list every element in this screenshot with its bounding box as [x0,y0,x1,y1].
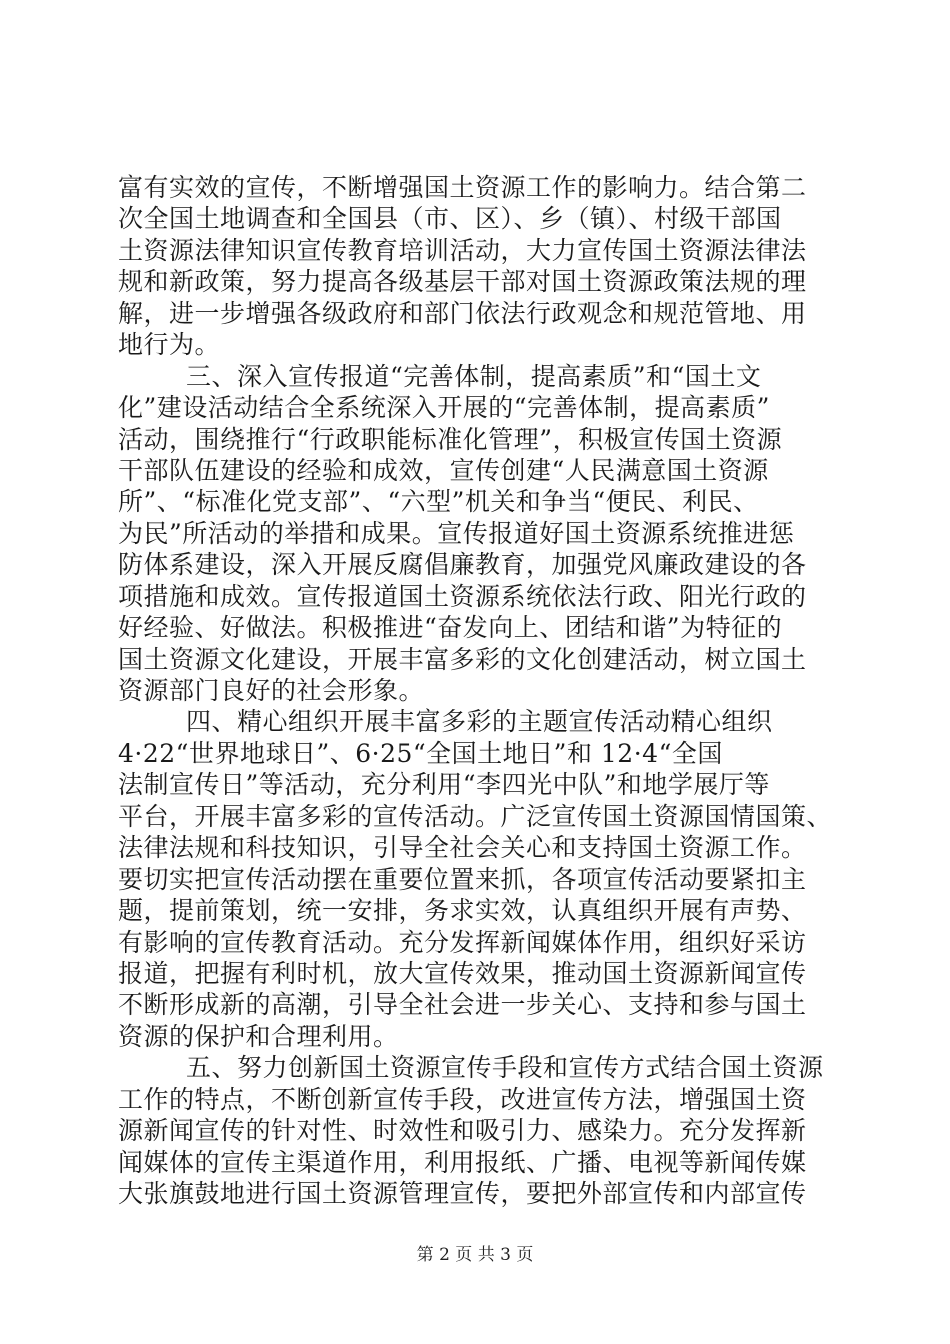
body-text-line: 所”、“标准化党支部”、“六型”机关和争当“便民、利民、 [118,487,759,516]
body-text-line: 资源的保护和合理利用。 [118,1022,399,1051]
body-text-line: 防体系建设，深入开展反腐倡廉教育，加强党风廉政建设的各 [118,550,807,579]
body-text-line: 解，进一步增强各级政府和部门依法行政观念和规范管地、用 [118,299,807,328]
body-text-line: 题，提前策划，统一安排，务求实效，认真组织开展有声势、 [118,896,807,925]
body-text-line: 平台，开展丰富多彩的宣传活动。广泛宣传国土资源国情国策、 [118,802,833,831]
section-heading-line: 三、深入宣传报道“完善体制，提高素质”和“国土文 [186,362,762,391]
body-text-line: 要切实把宣传活动摆在重要位置来抓，各项宣传活动要紧扣主 [118,865,807,894]
body-text-line: 好经验、好做法。积极推进“奋发向上、团结和谐”为特征的 [118,613,783,642]
body-text-line: 项措施和成效。宣传报道国土资源系统依法行政、阳光行政的 [118,582,807,611]
body-text-line: 规和新政策，努力提高各级基层干部对国土资源政策法规的理 [118,267,807,296]
body-text-line: 不断形成新的高潮，引导全社会进一步关心、支持和参与国土 [118,990,807,1019]
section-heading-line: 四、精心组织开展丰富多彩的主题宣传活动精心组织 [186,707,773,736]
body-text-line: 富有实效的宣传，不断增强国土资源工作的影响力。结合第二 [118,173,807,202]
body-text-line: 国土资源文化建设，开展丰富多彩的文化创建活动，树立国土 [118,645,807,674]
body-text-line: 次全国土地调查和全国县（市、区）、乡（镇）、村级干部国 [118,204,782,233]
body-text-line: 法制宣传日”等活动，充分利用“李四光中队”和地学展厅等 [118,770,770,799]
body-text-line: 干部队伍建设的经验和成效，宣传创建“人民满意国土资源 [118,456,769,485]
body-text-line: 闻媒体的宣传主渠道作用，利用报纸、广播、电视等新闻传媒 [118,1148,807,1177]
page-number-footer: 第 2 页 共 3 页 [416,1245,534,1265]
body-text-line: 有影响的宣传教育活动。充分发挥新闻媒体作用，组织好采访 [118,928,807,957]
body-text-line: 工作的特点，不断创新宣传手段，改进宣传方法，增强国土资 [118,1085,807,1114]
body-text-line: 报道，把握有利时机，放大宣传效果，推动国土资源新闻宣传 [118,959,807,988]
body-text-line: 法律法规和科技知识，引导全社会关心和支持国土资源工作。 [118,833,807,862]
body-text-line: 资源部门良好的社会形象。 [118,676,425,705]
body-text-line: 4·22“世界地球日”、6·25“全国土地日”和 12·4“全国 [118,739,723,768]
body-text-line: 化”建设活动结合全系统深入开展的“完善体制，提高素质” [118,393,770,422]
body-text-line: 大张旗鼓地进行国土资源管理宣传，要把外部宣传和内部宣传 [118,1179,807,1208]
section-heading-line: 五、努力创新国土资源宣传手段和宣传方式结合国土资源 [186,1053,824,1082]
body-text-line: 源新闻宣传的针对性、时效性和吸引力、感染力。充分发挥新 [118,1116,807,1145]
body-text-line: 土资源法律知识宣传教育培训活动，大力宣传国土资源法律法 [118,236,807,265]
body-text-line: 地行为。 [118,330,221,359]
body-text-line: 活动，围绕推行“行政职能标准化管理”，积极宣传国土资源 [118,425,783,454]
body-text-line: 为民”所活动的举措和成果。宣传报道好国土资源系统推进惩 [118,519,795,548]
